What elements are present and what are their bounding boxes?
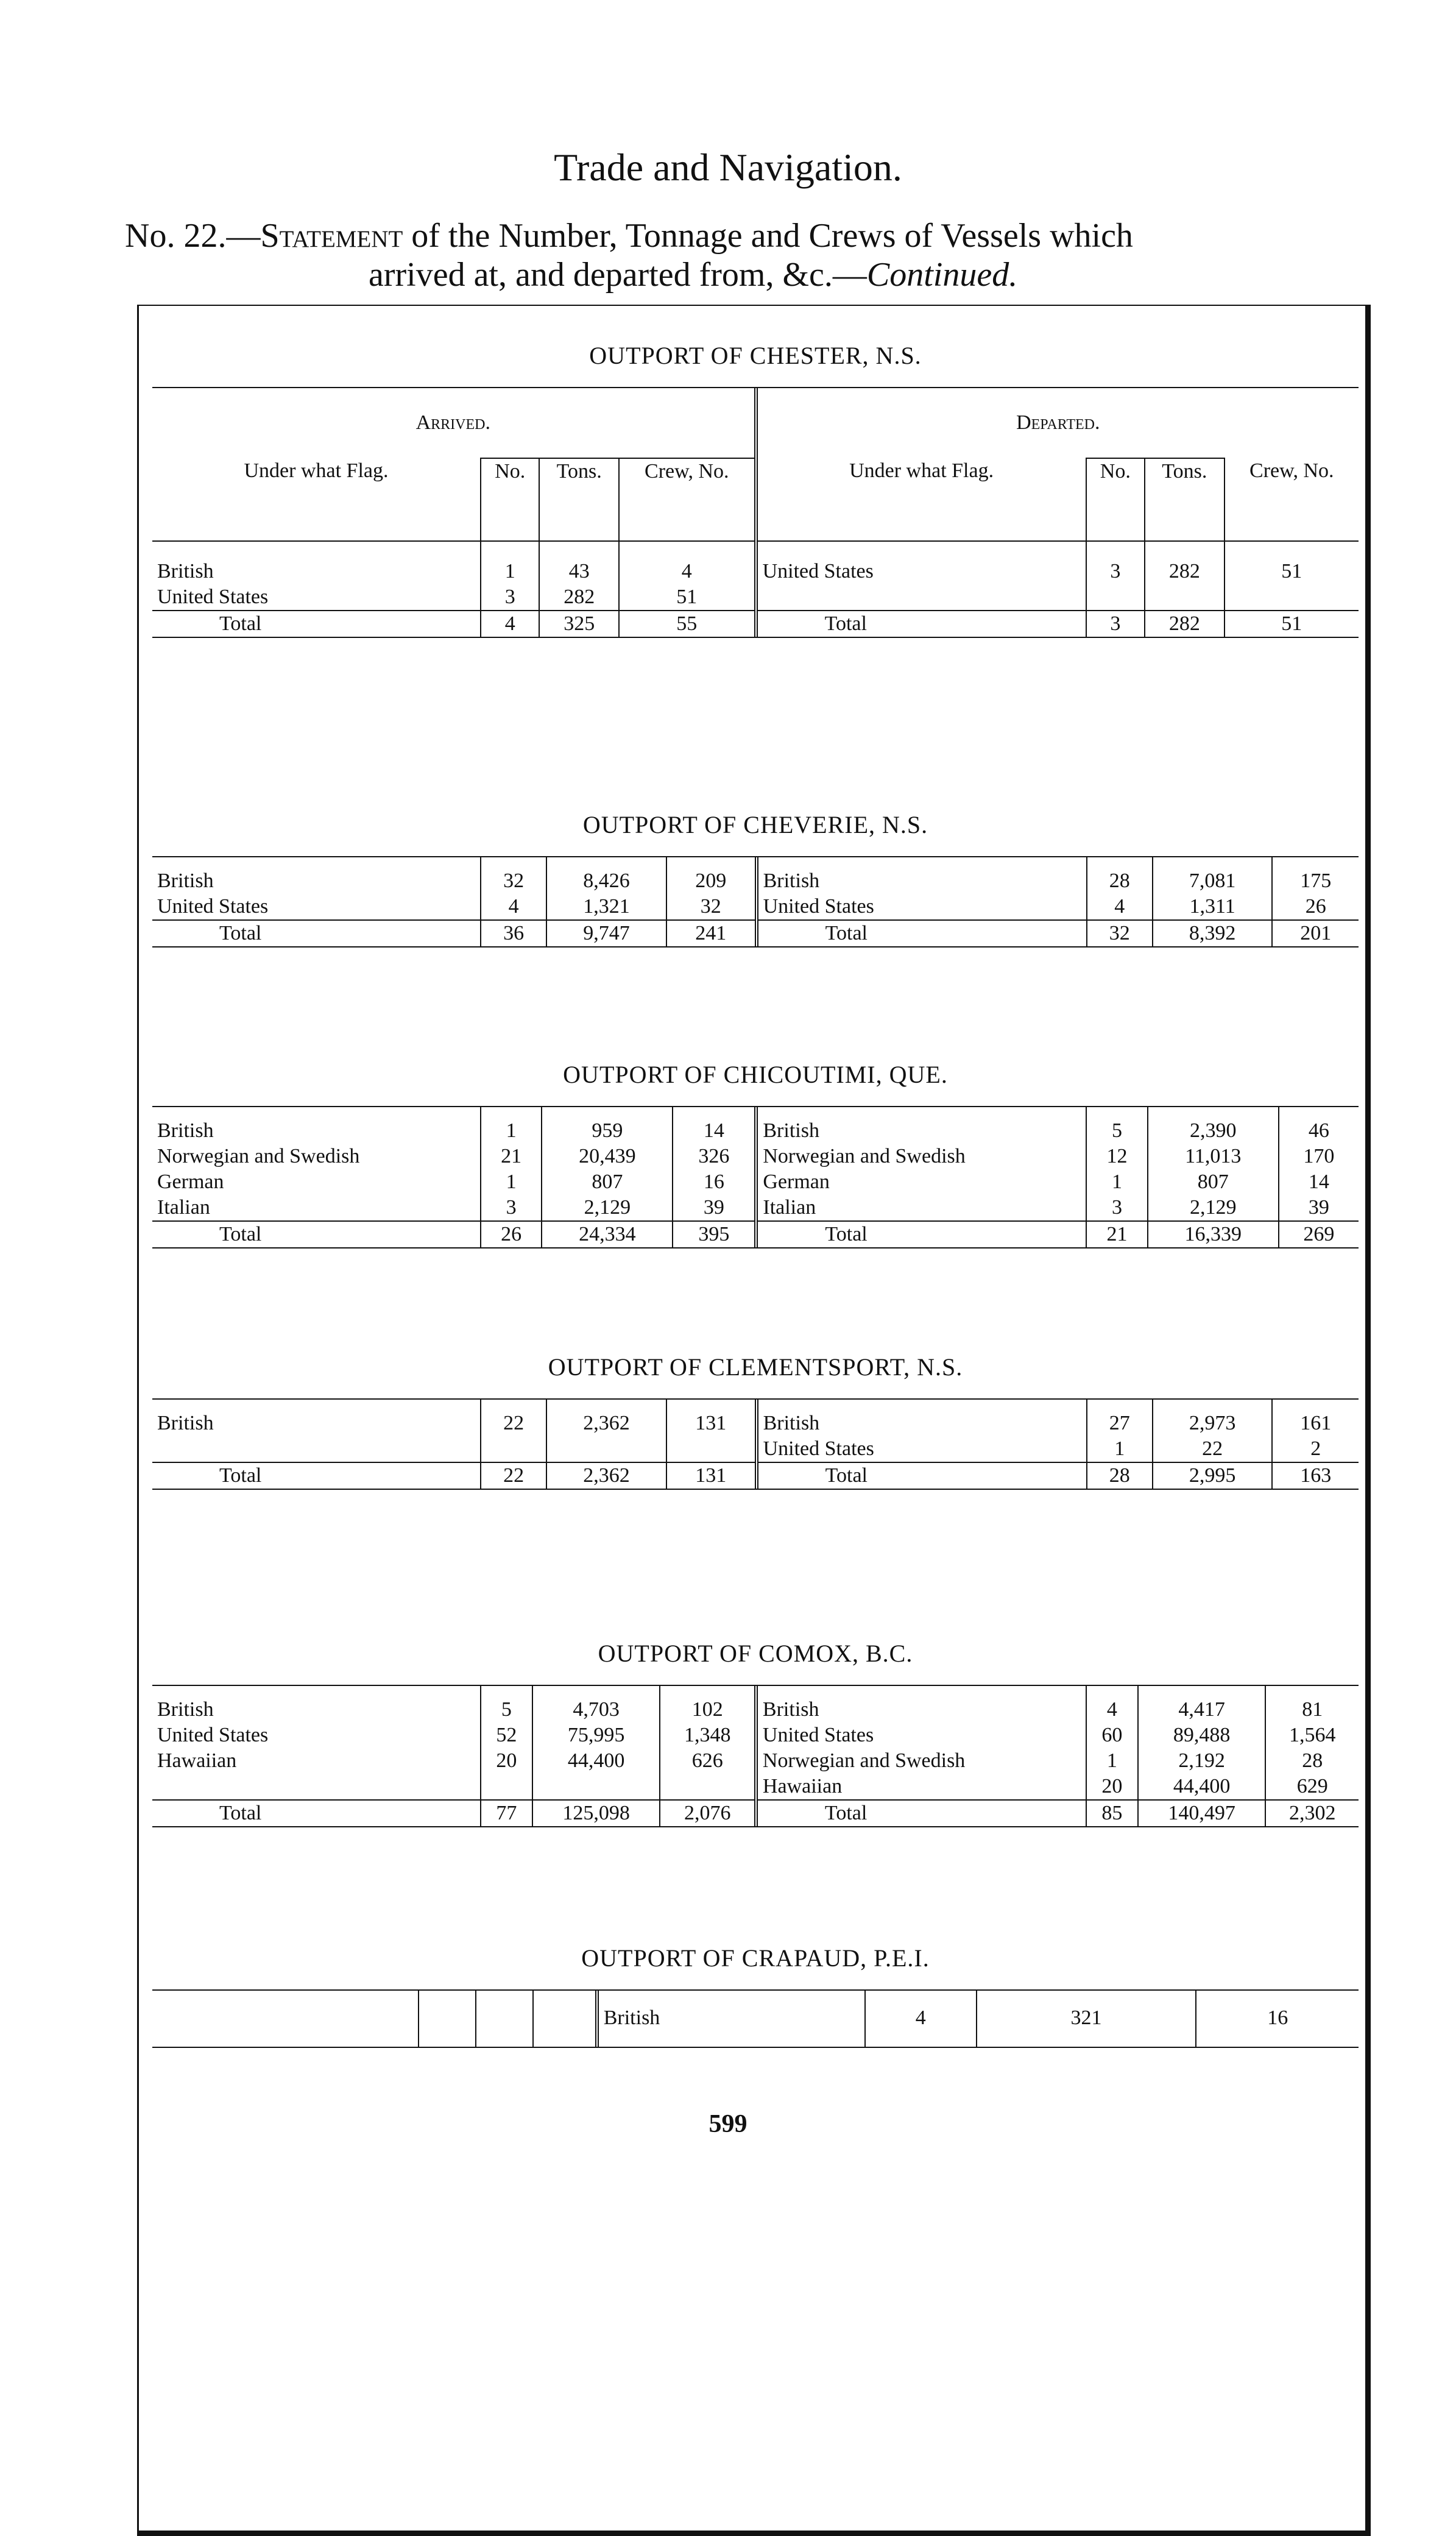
departed-tons: 1,311 [1153,894,1273,920]
departed-crew: 14 [1308,1171,1329,1193]
arrived-total-no: 22 [481,1462,546,1489]
arrived-departed-header-row [152,388,1359,458]
arrived-total-crew: 131 [666,1462,757,1489]
arrived-tons: 2,362 [546,1400,666,1436]
outport-title: OUTPORT OF CHEVERIE, N.S. [582,811,928,838]
table-heading [125,216,1362,294]
departed-crew: 1,564 [1288,1724,1336,1746]
departed-no: 4 [1086,1686,1138,1723]
total-row [152,1221,1359,1247]
departed-tons: 2,129 [1148,1195,1279,1221]
departed-total-crew: 51 [1225,611,1359,637]
departed-flag: United States [756,1723,1086,1748]
arrived-total-crew: 55 [619,611,756,637]
departed-flag: Italian [756,1195,1086,1221]
arrived-total-crew: 241 [666,920,757,946]
arrived-tons: 75,995 [532,1723,660,1748]
column-header-row [152,458,1359,541]
arrived-flag: Italian [152,1195,481,1221]
departed-crew: 28 [1302,1749,1323,1772]
arrived-no: 20 [481,1748,532,1774]
departed-no: 1 [1086,1169,1147,1195]
arrived-crew: 102 [660,1686,755,1723]
table-row [152,584,1359,611]
departed-no: 12 [1086,1144,1147,1169]
departed-total-crew: 163 [1272,1462,1359,1489]
arrived-crew: 626 [660,1748,755,1774]
outport-title: OUTPORT OF COMOX, B.C. [598,1640,913,1667]
arrived-crew [666,1436,757,1462]
arrived-flag: United States [152,1723,481,1748]
arrived-total-label: Total [152,920,481,946]
departed-total-tons: 8,392 [1153,920,1273,946]
arrived-no: 4 [481,894,546,920]
arrived-flag [152,1991,419,2047]
arrived-no [481,1774,532,1800]
departed-crew: 46 [1308,1119,1329,1142]
arrived-crew: 51 [619,584,756,611]
departed-total-label: Total [757,920,1087,946]
departed-total-no: 85 [1086,1800,1138,1826]
arrived-no: 3 [481,1195,542,1221]
departed-flag: British [756,1686,1086,1723]
departed-flag: United States [757,894,1087,920]
arrived-tons [532,1774,660,1800]
departed-no: 1 [1086,1748,1138,1774]
departed-crew: 16 [1267,2006,1288,2029]
table-row [152,1195,1359,1221]
table-row [152,894,1359,920]
arrived-total-tons: 24,334 [542,1221,673,1247]
departed-tons [1145,584,1225,611]
departed-crew: 39 [1308,1196,1329,1219]
departed-total-label: Total [756,1800,1086,1826]
departed-tons: 2,390 [1148,1107,1279,1144]
departed-no: 3 [1086,541,1145,584]
departed-flag: British [757,857,1087,894]
arrived-total-label: Total [152,1221,481,1247]
departed-flag: United States [756,541,1086,584]
arrived-crew: 14 [673,1107,756,1144]
arrived-crew: 16 [673,1169,756,1195]
outport-table [152,1107,1359,1247]
departed-flag: British [756,1107,1086,1144]
outport-table [152,1686,1359,1826]
departed-tons: 44,400 [1138,1774,1266,1800]
outport-table [152,1400,1359,1489]
heading-text-1: of the Number, Tonnage and Crews of Vessels which [403,217,1133,255]
arrived-flag: British [152,857,481,894]
arrived-flag: Hawaiian [152,1748,481,1774]
flag-col-header: Under what Flag. [152,458,481,541]
departed-total-no: 21 [1086,1221,1147,1247]
section-end-rule [152,637,1359,638]
departed-flag: British [597,1991,865,2047]
arrived-tons: 8,426 [546,857,666,894]
section-end-rule [152,1247,1359,1249]
departed-total-no: 28 [1087,1462,1153,1489]
arrived-crew [533,1991,597,2047]
departed-crew: 170 [1303,1145,1335,1167]
arrived-crew: 209 [666,857,757,894]
flag-col-header: Under what Flag. [756,458,1086,541]
arrived-no: 22 [481,1400,546,1436]
arrived-total-tons: 125,098 [532,1800,660,1826]
departed-crew: 2 [1310,1437,1321,1460]
arrived-crew [660,1774,755,1800]
departed-no: 4 [865,1991,977,2047]
arrived-flag [152,1774,481,1800]
departed-no [1086,584,1145,611]
outport-table [152,857,1359,946]
arrived-flag: Norwegian and Swedish [152,1144,481,1169]
departed-total-tons: 140,497 [1138,1800,1266,1826]
outport-table [152,1991,1359,2047]
arrived-flag: British [152,541,481,584]
departed-no: 28 [1087,857,1153,894]
arrived-no: 21 [481,1144,542,1169]
arrived-total-label: Total [152,1800,481,1826]
arrived-crew: 326 [673,1144,756,1169]
arrived-total-label: Total [152,1462,481,1489]
departed-tons: 282 [1145,541,1225,584]
departed-total-no: 32 [1087,920,1153,946]
table-row [152,1400,1359,1436]
outport-section [152,1639,1359,1827]
section-end-rule [152,2047,1359,2048]
arrived-tons: 44,400 [532,1748,660,1774]
departed-total-tons: 16,339 [1148,1221,1279,1247]
departed-no: 60 [1086,1723,1138,1748]
arrived-no: 1 [481,1107,542,1144]
departed-tons: 4,417 [1138,1686,1266,1723]
arrived-no: 1 [481,541,539,584]
total-row [152,920,1359,946]
arrived-total-no: 77 [481,1800,532,1826]
arrived-tons: 20,439 [542,1144,673,1169]
departed-total-crew: 2,302 [1265,1800,1359,1826]
arrived-flag: British [152,1400,481,1436]
total-row [152,611,1359,637]
departed-flag [756,584,1086,611]
departed-no: 27 [1087,1400,1153,1436]
arrived-crew: 39 [673,1195,756,1221]
departed-total-tons: 2,995 [1153,1462,1273,1489]
departed-flag: Norwegian and Swedish [756,1144,1086,1169]
arrived-flag [152,1436,481,1462]
departed-crew: 51 [1281,560,1302,583]
departed-tons: 2,192 [1138,1748,1266,1774]
departed-crew: 175 [1300,870,1332,892]
arrived-tons: 807 [542,1169,673,1195]
outport-table [152,388,1359,637]
arrived-flag: United States [152,894,481,920]
arrived-tons: 282 [539,584,619,611]
arrived-crew: 131 [666,1400,757,1436]
departed-total-no: 3 [1086,611,1145,637]
departed-tons: 7,081 [1153,857,1273,894]
arrived-header: Arrived. [152,388,756,458]
no-col-header: No. [1086,458,1145,541]
departed-total-crew: 269 [1279,1221,1359,1247]
arrived-total-no: 36 [481,920,546,946]
heading-line-2 [125,255,1362,294]
arrived-crew: 1,348 [660,1723,755,1748]
arrived-flag: United States [152,584,481,611]
arrived-tons: 43 [539,541,619,584]
table-row [152,1144,1359,1169]
table-row [152,1991,1359,2047]
arrived-flag: British [152,1686,481,1723]
departed-no: 4 [1087,894,1153,920]
arrived-tons: 4,703 [532,1686,660,1723]
departed-tons: 2,973 [1153,1400,1273,1436]
departed-crew: 26 [1305,895,1326,918]
departed-tons: 89,488 [1138,1723,1266,1748]
page-number: 599 [709,2110,747,2138]
departed-flag: Norwegian and Swedish [756,1748,1086,1774]
table-row [152,1169,1359,1195]
section-end-rule [152,1826,1359,1827]
crew-col-header: Crew, No. [1225,458,1359,541]
arrived-total-no: 26 [481,1221,542,1247]
departed-no: 20 [1086,1774,1138,1800]
heading-statement: Statement [260,217,403,255]
departed-flag: British [757,1400,1087,1436]
outport-section [152,1944,1359,2048]
crew-col-header: Crew, No. [619,458,756,541]
departed-total-label: Total [756,1221,1086,1247]
departed-crew: 161 [1300,1412,1332,1434]
departed-total-crew: 201 [1272,920,1359,946]
page-title: Trade and Navigation. [554,146,902,189]
departed-flag: German [756,1169,1086,1195]
heading-number: No. 22.— [125,217,261,255]
departed-header: Departed. [1016,411,1100,434]
arrived-total-tons: 325 [539,611,619,637]
arrived-tons [546,1436,666,1462]
no-col-header: No. [481,458,539,541]
table-row [152,541,1359,584]
tons-col-header: Tons. [1145,458,1225,541]
section-end-rule [152,946,1359,947]
departed-flag: Hawaiian [756,1774,1086,1800]
arrived-no [419,1991,476,2047]
table-row [152,1723,1359,1748]
arrived-crew: 4 [619,541,756,584]
arrived-total-tons: 9,747 [546,920,666,946]
departed-no: 5 [1086,1107,1147,1144]
outport-title: OUTPORT OF CLEMENTSPORT, N.S. [548,1353,963,1381]
section-end-rule [152,1489,1359,1490]
table-row [152,1748,1359,1774]
table-row [152,1686,1359,1723]
outport-section [152,1353,1359,1490]
arrived-tons [476,1991,533,2047]
outport-section [152,1060,1359,1249]
table-row [152,1436,1359,1462]
departed-no: 3 [1086,1195,1147,1221]
outport-title: OUTPORT OF CRAPAUD, P.E.I. [581,1944,930,1972]
total-row [152,1800,1359,1826]
departed-tons: 22 [1153,1436,1273,1462]
departed-crew [1225,584,1359,611]
arrived-tons: 2,129 [542,1195,673,1221]
arrived-total-label: Total [152,611,481,637]
table-row [152,857,1359,894]
arrived-no: 5 [481,1686,532,1723]
arrived-total-no: 4 [481,611,539,637]
arrived-total-crew: 2,076 [660,1800,755,1826]
outport-section [152,341,1359,638]
departed-no: 1 [1087,1436,1153,1462]
outport-section [152,810,1359,947]
departed-total-tons: 282 [1145,611,1225,637]
departed-total-label: Total [756,611,1086,637]
total-row [152,1462,1359,1489]
table-row [152,1774,1359,1800]
arrived-no [481,1436,546,1462]
outport-title: OUTPORT OF CHICOUTIMI, QUE. [563,1061,948,1088]
arrived-flag: German [152,1169,481,1195]
heading-continued: Continued. [866,256,1018,294]
arrived-flag: British [152,1107,481,1144]
arrived-no: 3 [481,584,539,611]
table-row [152,1107,1359,1144]
outport-title: OUTPORT OF CHESTER, N.S. [589,342,922,369]
departed-crew: 629 [1296,1775,1328,1798]
departed-tons: 321 [977,1991,1196,2047]
heading-text-2: arrived at, and departed from, &c.— [369,256,867,294]
tons-col-header: Tons. [539,458,619,541]
departed-total-label: Total [757,1462,1087,1489]
arrived-crew: 32 [666,894,757,920]
departed-tons: 11,013 [1148,1144,1279,1169]
arrived-total-crew: 395 [673,1221,756,1247]
departed-tons: 807 [1148,1169,1279,1195]
arrived-tons: 959 [542,1107,673,1144]
arrived-total-tons: 2,362 [546,1462,666,1489]
arrived-no: 1 [481,1169,542,1195]
arrived-no: 32 [481,857,546,894]
arrived-tons: 1,321 [546,894,666,920]
arrived-no: 52 [481,1723,532,1748]
departed-flag: United States [757,1436,1087,1462]
departed-crew: 81 [1302,1698,1323,1721]
